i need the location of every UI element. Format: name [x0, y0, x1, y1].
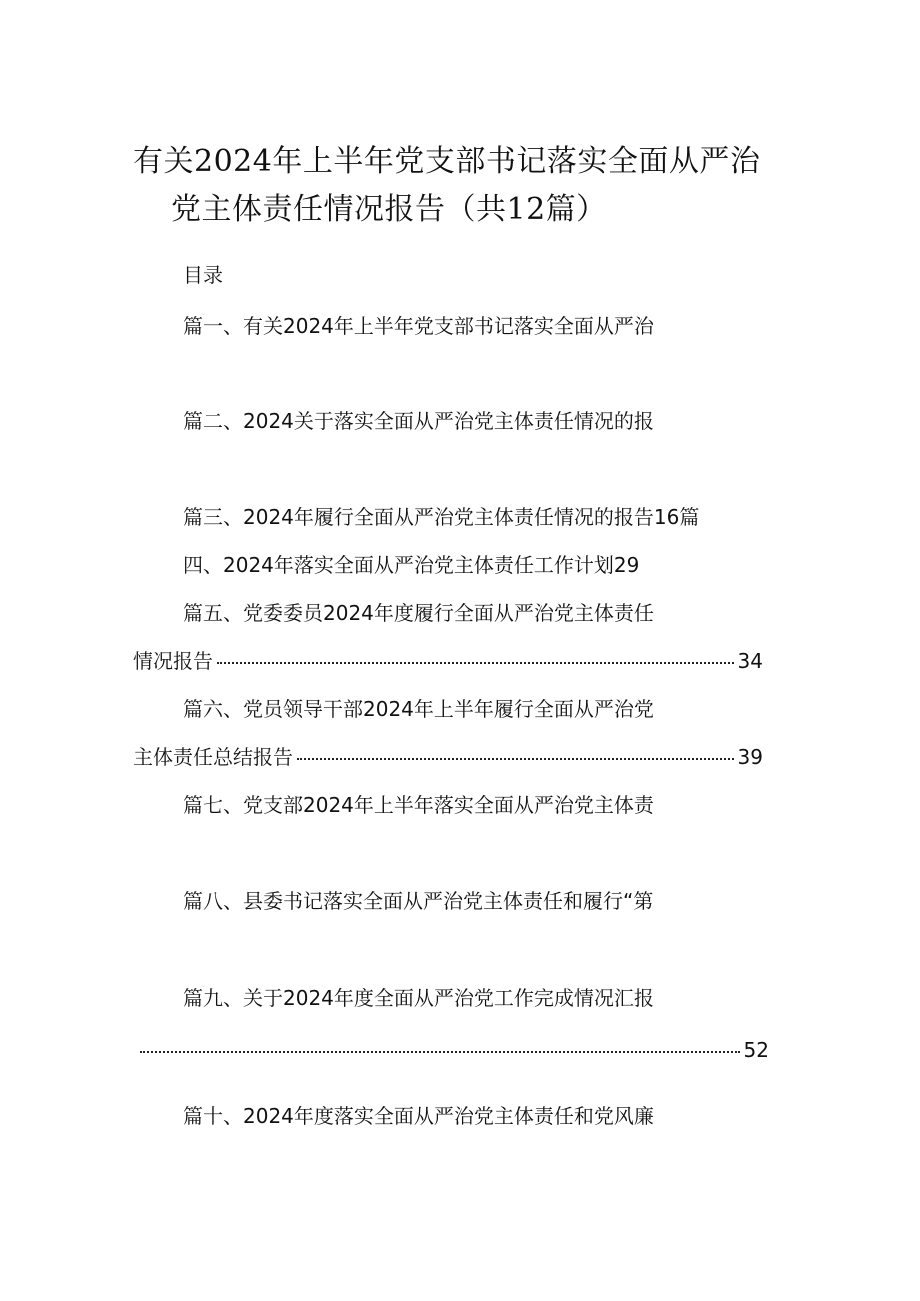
toc-entry-1[interactable]: 篇一、有关2024年上半年党支部书记落实全面从严治	[183, 314, 654, 338]
toc-entry-5-text: 情况报告	[133, 649, 213, 673]
toc-entry-8[interactable]: 篇八、县委书记落实全面从严治党主体责任和履行“第	[183, 889, 654, 913]
toc-entry-4[interactable]: 四、2024年落实全面从严治党主体责任工作计划29	[183, 553, 640, 577]
toc-entry-6-line-1[interactable]: 篇六、党员领导干部2024年上半年履行全面从严治党	[183, 697, 654, 721]
toc-entry-5-line-1[interactable]: 篇五、党委委员2024年度履行全面从严治党主体责任	[183, 601, 654, 625]
toc-entry-6-text: 主体责任总结报告	[133, 745, 293, 769]
toc-entry-2[interactable]: 篇二、2024关于落实全面从严治党主体责任情况的报	[183, 409, 654, 433]
toc-entry-9[interactable]: 篇九、关于2024年度全面从严治党工作完成情况汇报	[183, 986, 654, 1010]
dot-leader	[140, 1031, 740, 1053]
toc-heading: 目录	[183, 263, 223, 287]
toc-entry-9-page: 52	[743, 1038, 769, 1062]
toc-entry-5-page: 34	[737, 649, 763, 673]
dot-leader	[217, 642, 734, 664]
toc-entry-3[interactable]: 篇三、2024年履行全面从严治党主体责任情况的报告16篇	[183, 505, 700, 529]
toc-entry-6-page: 39	[737, 745, 763, 769]
toc-entry-10[interactable]: 篇十、2024年度落实全面从严治党主体责任和党风廉	[183, 1104, 654, 1128]
dot-leader	[297, 738, 734, 760]
document-title-line-1: 有关2024年上半年党支部书记落实全面从严治	[133, 144, 761, 179]
toc-entry-9-page-row[interactable]	[136, 1035, 769, 1062]
document-title-line-2: 党主体责任情况报告（共12篇）	[171, 192, 607, 227]
toc-entry-5-line-2[interactable]	[133, 645, 763, 674]
toc-entry-7[interactable]: 篇七、党支部2024年上半年落实全面从严治党主体责	[183, 793, 654, 817]
toc-entry-6-line-2[interactable]	[133, 741, 763, 770]
